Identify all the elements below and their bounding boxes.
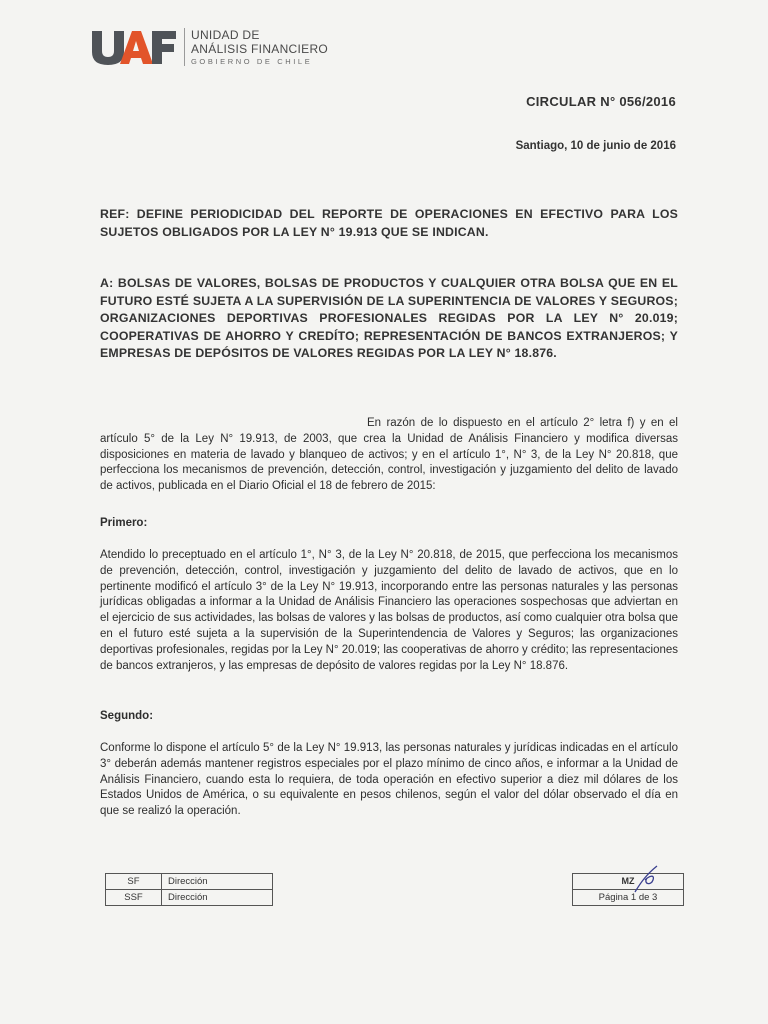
addressee: A: BOLSAS DE VALORES, BOLSAS DE PRODUCTOS Y CUALQUIER OTRA BOLSA QUE EN EL FUTURO ESTÉ SUJETA A LA SUPERVISIÓN DE LA SUPERINTENCIA DE VALORES Y SEGUROS; ORGANIZACIONES DEPORTIVAS PROFESIONALES REGIDAS POR LA LEY N° 20.019; COOPERATIVAS DE AHORRO Y CREDÍTO; REPRESENTACIÓN DE BANCOS EXTRANJEROS; Y EMPRESAS DE DEPÓSITOS DE VALORES REGIDAS POR LA LEY N° 18.876. (100, 276, 678, 360)
logo-line-2: ANÁLISIS FINANCIERO (191, 42, 329, 57)
section-text-segundo: Conforme lo dispone el artículo 5° de la Ley N° 19.913, las personas naturales y jurídicas indicadas en el artículo 3° deberán además mantener registros especiales por el plazo mínimo de cinco años, e informar a la Unidad de Análisis Financiero, cuando esta lo requiera, de toda operación en efectivo superior a diez mil dólares de los Estados Unidos de América, o su equivalente en pesos chilenos, según el valor del dólar observado el día en que se realizó la operación. (100, 742, 678, 818)
circular-number: CIRCULAR N° 056/2016 (526, 94, 676, 109)
logo-line-1: UNIDAD DE (191, 28, 260, 43)
uaf-logo-mark (90, 28, 178, 66)
distribution-table (105, 873, 273, 906)
section-heading-segundo: Segundo: (100, 710, 154, 722)
intro-paragraph: En razón de lo dispuesto en el artículo 2° letra f) y en el artículo 5° de la Ley N° 19.913, de 2003, que crea la Unidad de Análisis Financiero y modifica diversas disposiciones en materia de lavado y blanqueo de activos; y en el artículo 1°, N° 3, de la Ley N° 20.818, que perfecciona los mecanismos de prevención, detección, control, investigación y juzgamiento del delito de lavado de activos, publicada en el Diario Oficial el 18 de febrero de 2015: (100, 417, 678, 493)
initials: MZ (621, 876, 635, 886)
distribution-code: SF (106, 874, 162, 890)
section-heading-primero: Primero: (100, 517, 148, 529)
logo-separator (184, 28, 185, 66)
page-indicator: Página 1 de 3 (573, 890, 684, 906)
logo-text (191, 28, 328, 66)
document-date: Santiago, 10 de junio de 2016 (515, 140, 676, 152)
uaf-logo (90, 28, 328, 66)
distribution-dept: Dirección (162, 874, 273, 890)
table-row (106, 890, 273, 906)
logo-line-3: GOBIERNO DE CHILE (191, 57, 313, 67)
signature-mark (631, 862, 661, 896)
distribution-dept: Dirección (162, 890, 273, 906)
initials-cell (573, 874, 684, 890)
distribution-code: SSF (106, 890, 162, 906)
page-number-box (572, 873, 684, 906)
reference: REF: DEFINE PERIODICIDAD DEL REPORTE DE OPERACIONES EN EFECTIVO PARA LOS SUJETOS OBLIGADOS POR LA LEY N° 19.913 QUE SE INDICAN. (100, 207, 678, 239)
table-row (106, 874, 273, 890)
section-text-primero: Atendido lo preceptuado en el artículo 1°, N° 3, de la Ley N° 20.818, de 2015, que perfecciona los mecanismos de prevención, detección, control, investigación y juzgamiento del delito de lavado de activos, que en lo pertinente modificó el artículo 3° de la Ley N° 19.913, incorporando entre las personas naturales y las personas jurídicas obligadas a informar a la Unidad de Análisis Financiero las operaciones sospechosas que adviertan en el ejercicio de sus actividades, las bolsas de valores y las bolsas de productos, así como cualquier otra bolsa que en el futuro esté sujeta a la supervisión de la Superintendencia de Valores y Seguros; las organizaciones deportivas profesionales, regidas por la Ley N° 20.019; las cooperativas de ahorro y crédito; las representaciones de bancos extranjeros, y las empresas de depósito de valores regidas por la Ley N° 18.876. (100, 549, 679, 672)
